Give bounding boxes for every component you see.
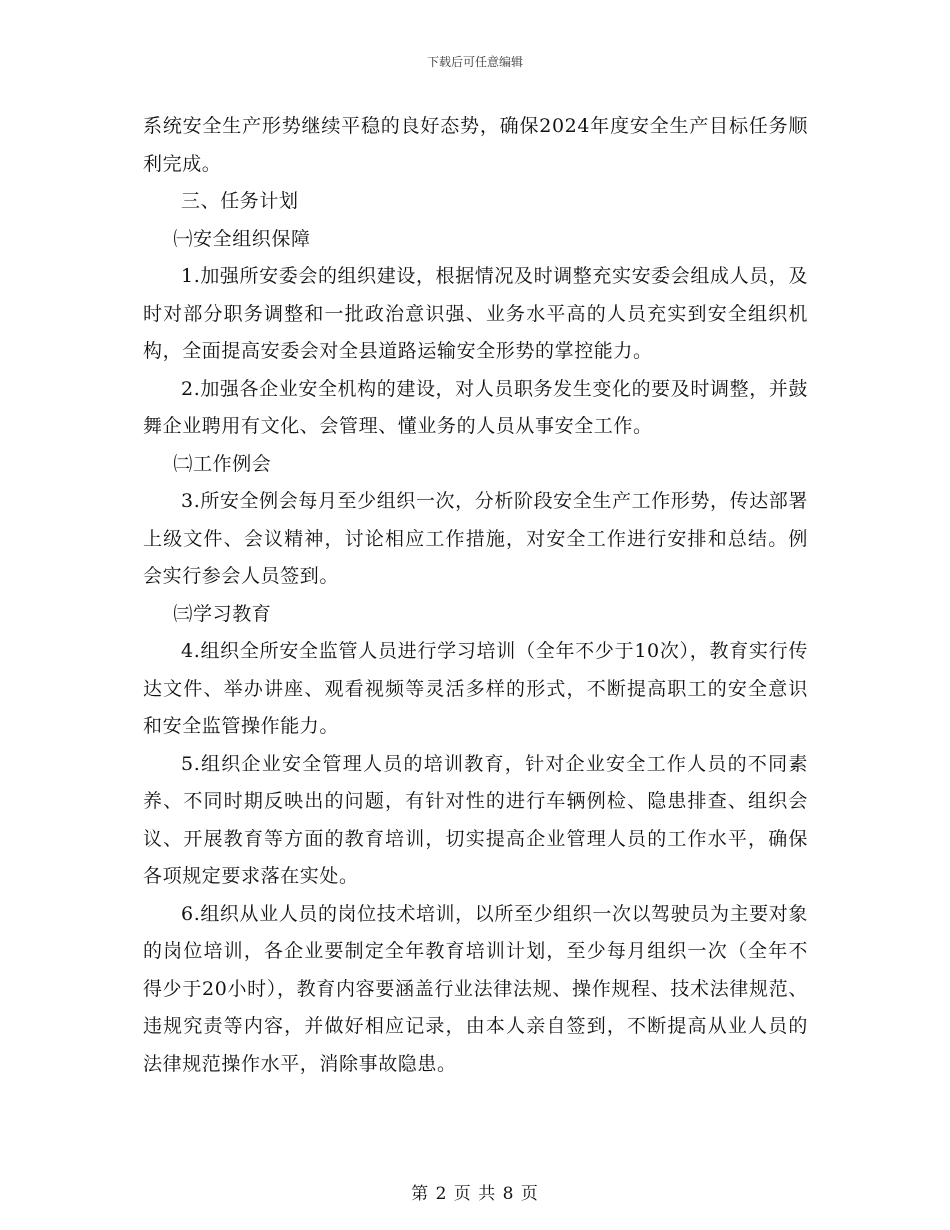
paragraph-item-2: 2.加强各企业安全机构的建设，对人员职务发生变化的要及时调整，并鼓舞企业聘用有文化、会管理、懂业务的人员从事安全工作。 bbox=[143, 377, 808, 437]
subsection-heading-education: ㈢学习教育 bbox=[173, 602, 272, 625]
paragraph-continuation: 系统安全生产形势继续平稳的良好态势，确保2024年度安全生产目标任务顺利完成。 bbox=[143, 115, 808, 175]
paragraph-item-1: 1.加强所安委会的组织建设，根据情况及时调整充实安委会组成人员，及时对部分职务调整和一批政治意识强、业务水平高的人员充实到安全组织机构，全面提高安委会对全县道路运输安全形势的掌控能力。 bbox=[143, 265, 808, 362]
page-number-footer: 第 2 页 共 8 页 bbox=[411, 1184, 539, 1204]
paragraph-item-4: 4.组织全所安全监管人员进行学习培训（全年不少于10次），教育实行传达文件、举办讲座、观看视频等灵活多样的形式，不断提高职工的安全意识和安全监管操作能力。 bbox=[143, 640, 808, 737]
subsection-heading-safety-org: ㈠安全组织保障 bbox=[173, 227, 311, 250]
paragraph-item-6: 6.组织从业人员的岗位技术培训，以所至少组织一次以驾驶员为主要对象的岗位培训，各企业要制定全年教育培训计划，至少每月组织一次（全年不得少于20小时），教育内容要涵盖行业法律法规、操作规程、技术法律规范、违规究责等内容，并做好相应记录，由本人亲自签到，不断提高从业人员的法律规范操作水平，消除事故隐患。 bbox=[143, 902, 808, 1075]
page-header: 下载后可任意编辑 bbox=[426, 55, 523, 69]
paragraph-item-5: 5.组织企业安全管理人员的培训教育，针对企业安全工作人员的不同素养、不同时期反映出的问题，有针对性的进行车辆例检、隐患排查、组织会议、开展教育等方面的教育培训，切实提高企业管理人员的工作水平，确保各项规定要求落在实处。 bbox=[143, 752, 808, 887]
paragraph-item-3: 3.所安全例会每月至少组织一次，分析阶段安全生产工作形势，传达部署上级文件、会议精神，讨论相应工作措施，对安全工作进行安排和总结。例会实行参会人员签到。 bbox=[143, 490, 808, 587]
section-heading-task-plan: 三、任务计划 bbox=[181, 190, 299, 212]
document-body bbox=[143, 108, 808, 1083]
subsection-heading-regular-meeting: ㈡工作例会 bbox=[173, 452, 272, 475]
